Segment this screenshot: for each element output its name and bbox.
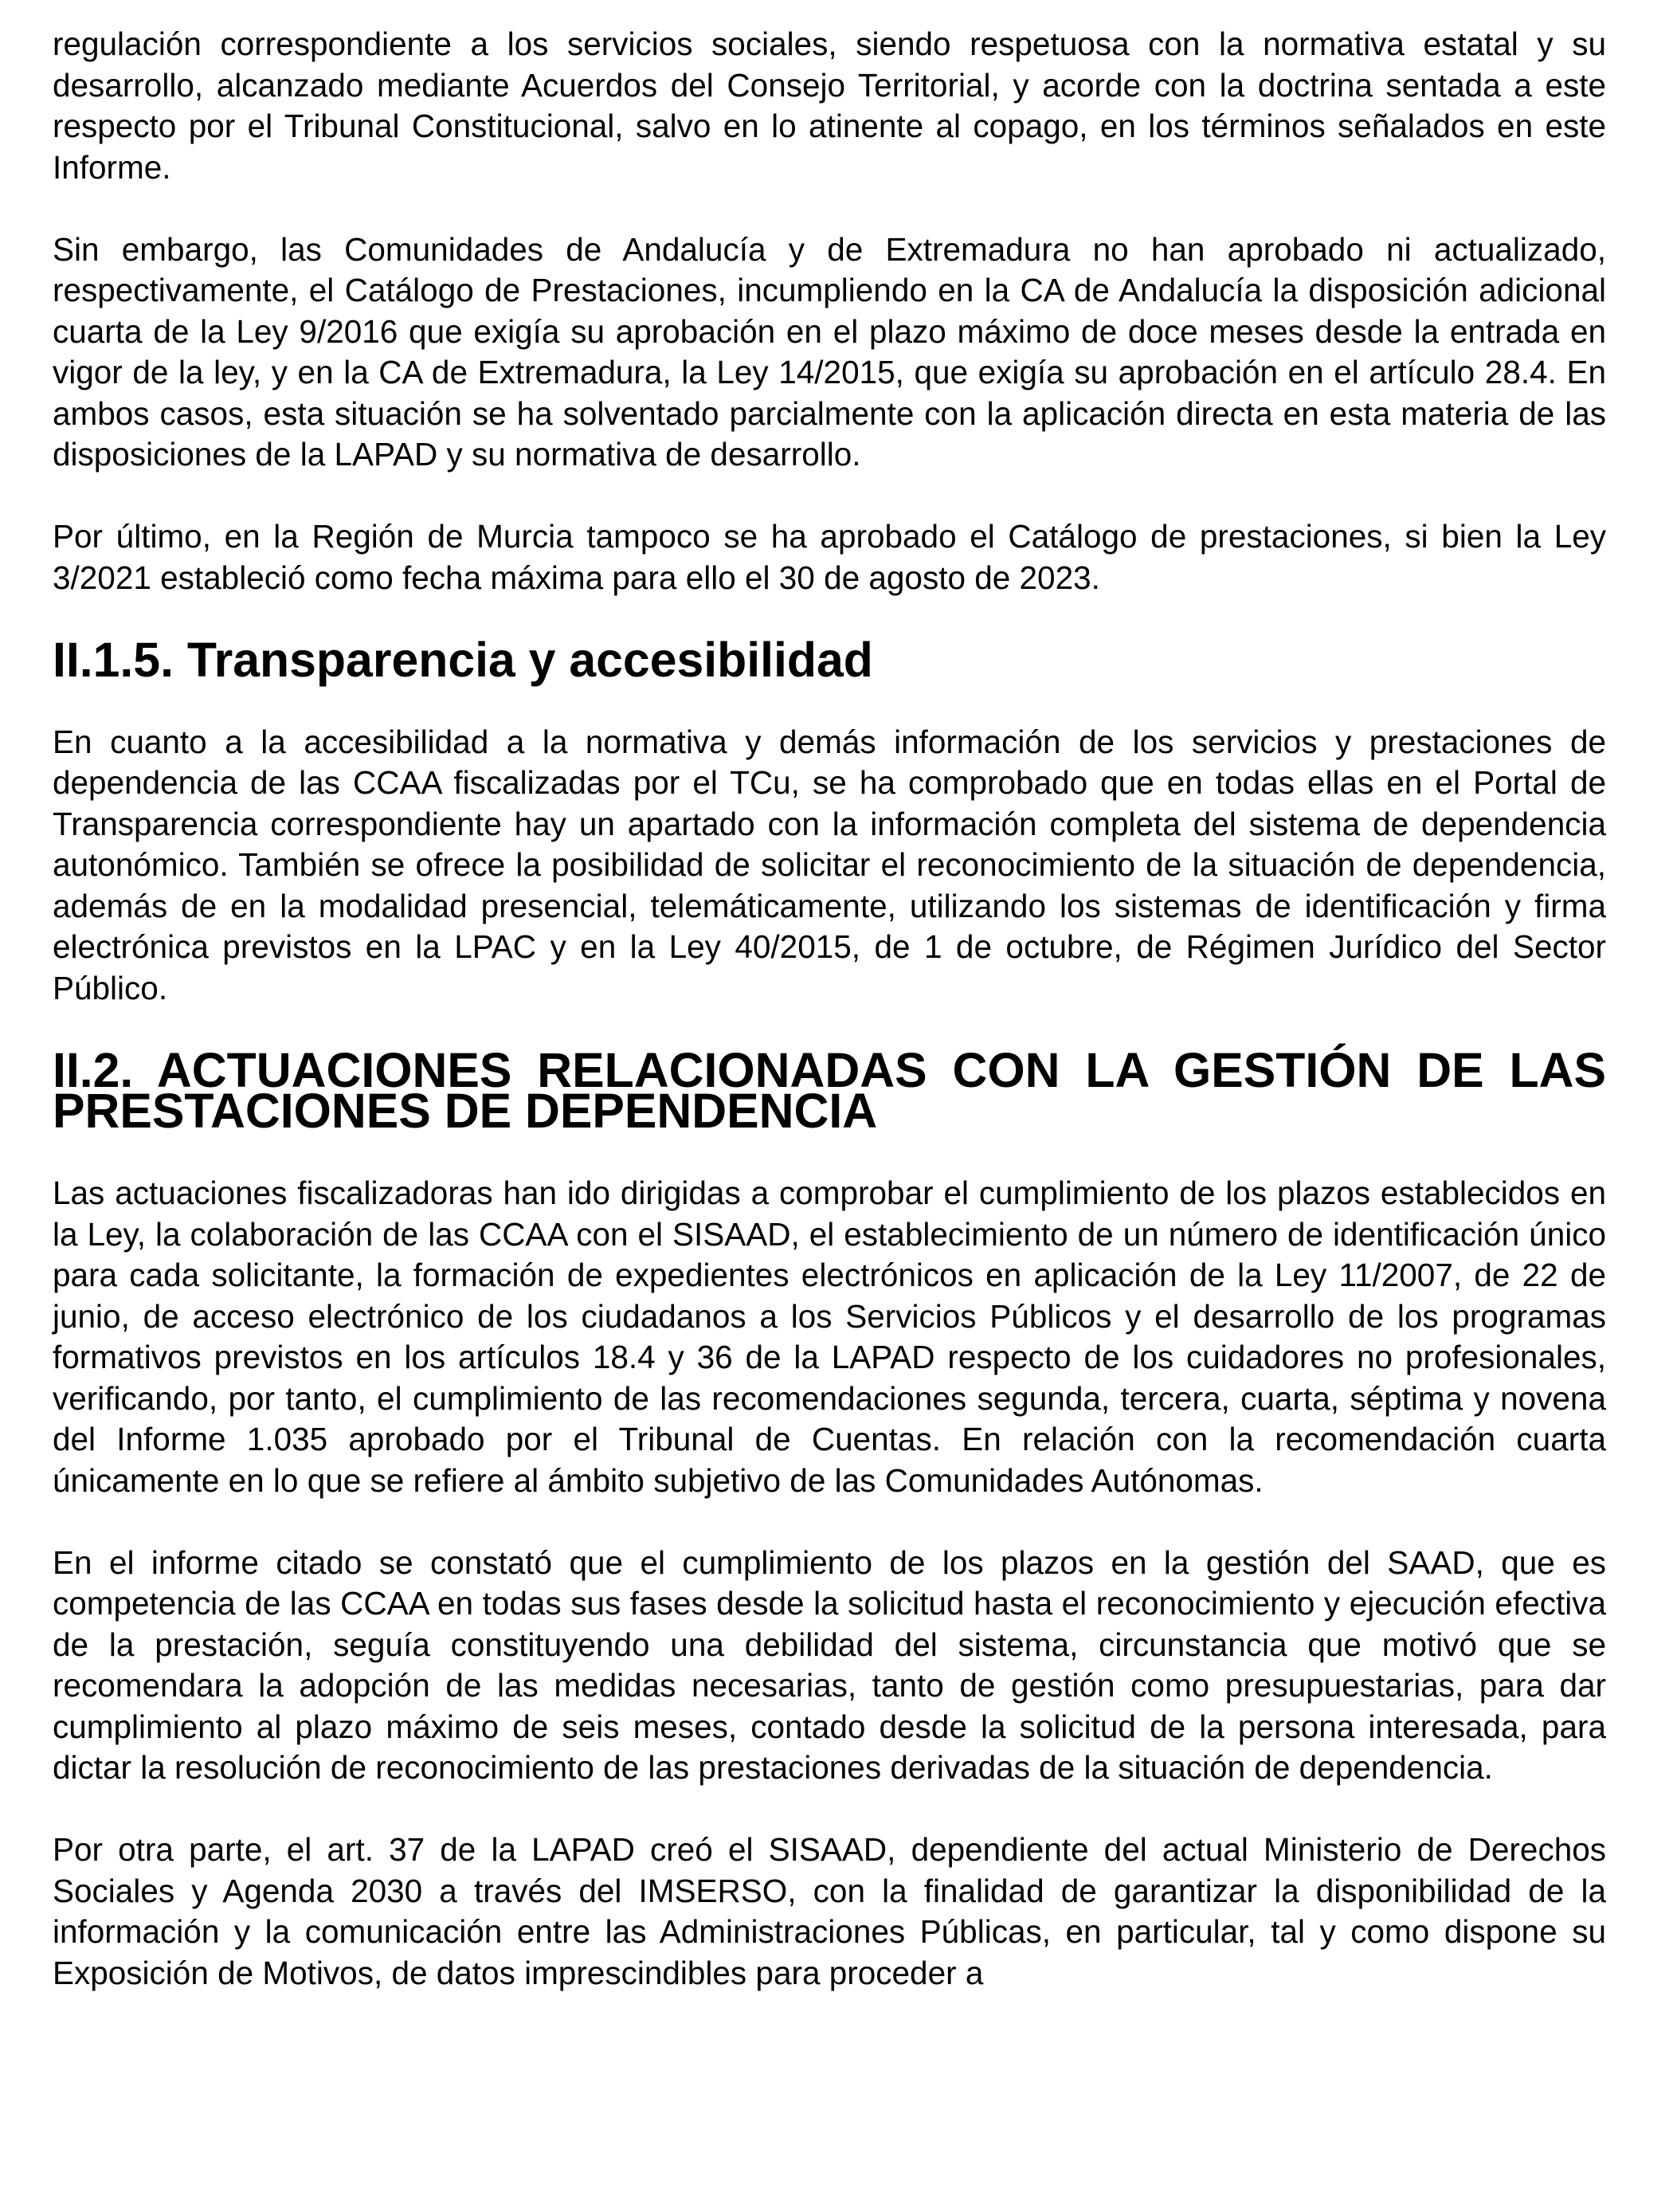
- paragraph-accesibilidad: En cuanto a la accesibilidad a la normativa y demás información de los servicios y prestaciones de dependencia de las CCAA fiscalizadas por el TCu, se ha comprobado que en todas ellas en el Portal de Transparencia correspondiente hay un apartado con la información completa del sistema de dependencia autonómico. También se ofrece la posibilidad de solicitar el reconocimiento de la situación de dependencia, además de en la modalidad presencial, telemáticamente, utilizando los sistemas de identificación y firma electrónica previstos en la LPAC y en la Ley 40/2015, de 1 de octubre, de Régimen Jurídico del Sector Público.: [53, 723, 1606, 1006]
- paragraph-informe-citado: En el informe citado se constató que el cumplimiento de los plazos en la gestión del SAAD, que es competencia de las CCAA en todas sus fases desde la solicitud hasta el reconocimiento y ejecución efectiva de la prestación, seguía constituyendo una debilidad del sistema, circunstancia que motivó que se recomendara la adopción de las medidas necesarias, tanto de gestión como presupuestarias, para dar cumplimiento al plazo máximo de seis meses, contado desde la solicitud de la persona interesada, para dictar la resolución de reconocimiento de las prestaciones derivadas de la situación de dependencia.: [53, 1543, 1606, 1786]
- paragraph-regulacion: regulación correspondiente a los servicios sociales, siendo respetuosa con la normativa estatal y su desarrollo, alcanzado mediante Acuerdos del Consejo Territorial, y acorde con la doctrina sentada a este respecto por el Tribunal Constitucional, salvo en lo atinente al copago, en los términos señalados en este Informe.: [53, 25, 1606, 186]
- section-heading-actuaciones: II.2. ACTUACIONES RELACIONADAS CON LA GESTIÓN DE LAS PRESTACIONES DE DEPENDENCIA: [53, 1042, 1606, 1138]
- document-page: [53, 24, 1606, 1994]
- paragraph-region-murcia: Por último, en la Región de Murcia tampoco se ha aprobado el Catálogo de prestaciones, si bien la Ley 3/2021 estableció como fecha máxima para ello el 30 de agosto de 2023.: [53, 518, 1606, 596]
- section-heading-transparencia: II.1.5. Transparencia y accesibilidad: [53, 632, 873, 687]
- paragraph-sisaad: Por otra parte, el art. 37 de la LAPAD creó el SISAAD, dependiente del actual Ministerio de Derechos Sociales y Agenda 2030 a través del IMSERSO, con la finalidad de garantizar la disponibilidad de la información y la comunicación entre las Administraciones Públicas, en particular, tal y como dispone su Exposición de Motivos, de datos imprescindibles para proceder a: [53, 1831, 1606, 1991]
- paragraph-catalogo-andalucia-extremadura: Sin embargo, las Comunidades de Andalucía y de Extremadura no han aprobado ni actualizado, respectivamente, el Catálogo de Prestaciones, incumpliendo en la CA de Andalucía la disposición adicional cuarta de la Ley 9/2016 que exigía su aprobación en el plazo máximo de doce meses desde la entrada en vigor de la ley, y en la CA de Extremadura, la Ley 14/2015, que exigía su aprobación en el artículo 28.4. En ambos casos, esta situación se ha solventado parcialmente con la aplicación directa en esta materia de las disposiciones de la LAPAD y su normativa de desarrollo.: [53, 230, 1606, 473]
- paragraph-actuaciones-fiscalizadoras: Las actuaciones fiscalizadoras han ido dirigidas a comprobar el cumplimiento de los plazos establecidos en la Ley, la colaboración de las CCAA con el SISAAD, el establecimiento de un número de identificación único para cada solicitante, la formación de expedientes electrónicos en aplicación de la Ley 11/2007, de 22 de junio, de acceso electrónico de los ciudadanos a los Servicios Públicos y el desarrollo de los programas formativos previstos en los artículos 18.4 y 36 de la LAPAD respecto de los cuidadores no profesionales, verificando, por tanto, el cumplimiento de las recomendaciones segunda, tercera, cuarta, séptima y novena del Informe 1.035 aprobado por el Tribunal de Cuentas. En relación con la recomendación cuarta únicamente en lo que se refiere al ámbito subjetivo de las Comunidades Autónomas.: [53, 1175, 1606, 1499]
